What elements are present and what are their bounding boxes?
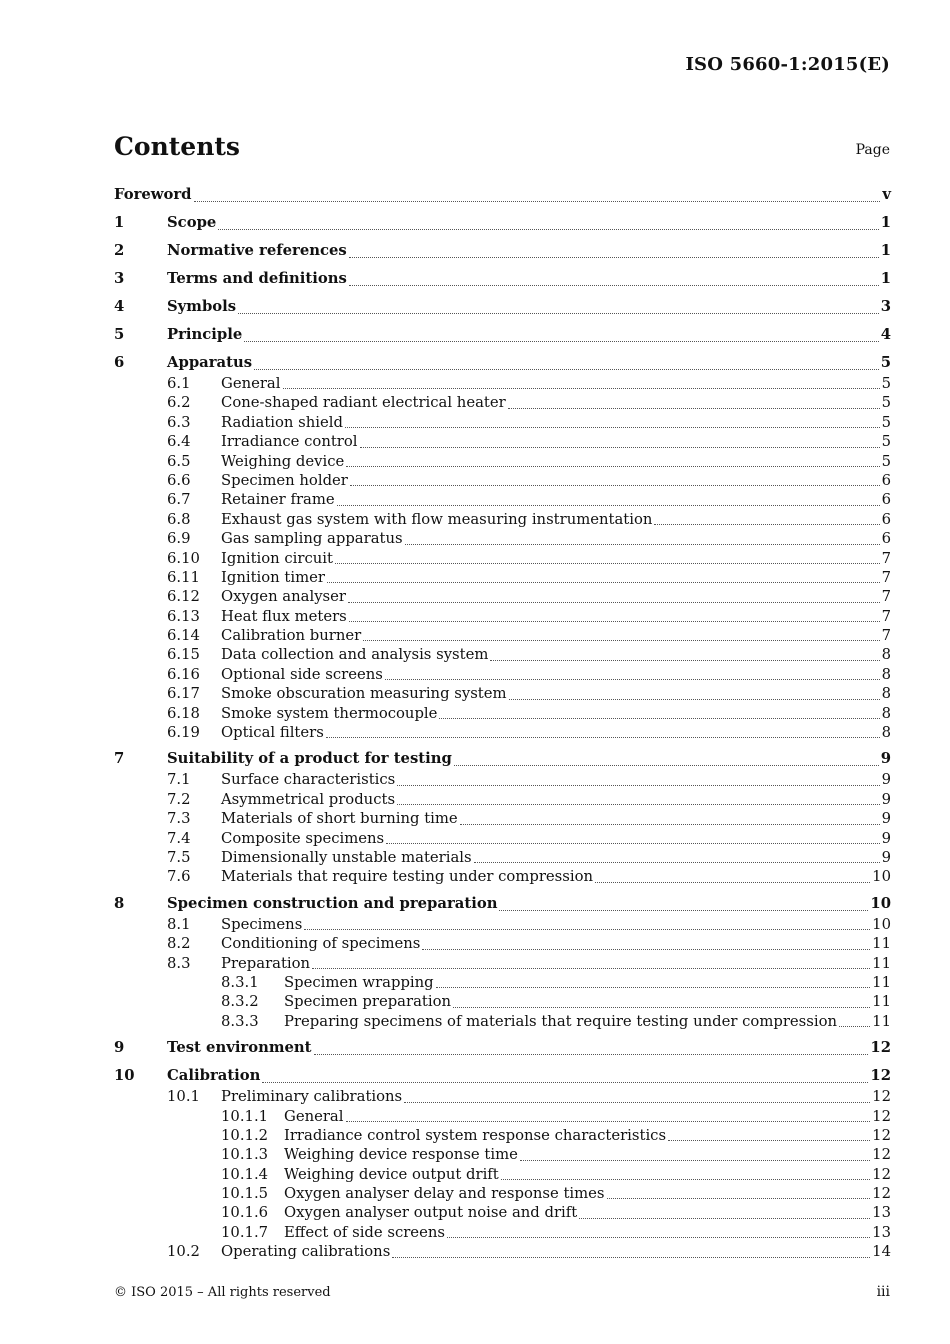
toc-entry-number: 6.6 xyxy=(167,471,191,489)
dot-leader xyxy=(312,968,870,969)
toc-entry[interactable] xyxy=(114,750,891,771)
dot-leader xyxy=(363,640,879,641)
toc-entry-title: Specimen wrapping xyxy=(284,973,434,991)
toc-entry-number: 1 xyxy=(114,214,125,231)
toc-entry-number: 10 xyxy=(114,1067,135,1085)
toc-entry-number: 5 xyxy=(114,326,125,343)
toc-entry-title: Oxygen analyser xyxy=(221,588,346,606)
toc-entry-title: Radiation shield xyxy=(221,413,343,431)
toc-entry-title: Ignition circuit xyxy=(221,549,333,567)
dot-leader xyxy=(499,910,868,911)
toc-entry[interactable] xyxy=(114,530,891,549)
toc-entry-title: Specimen construction and preparation xyxy=(167,894,498,912)
toc-entry-title: Oxygen analyser delay and response times xyxy=(284,1185,605,1203)
dot-leader xyxy=(668,1140,870,1141)
toc-entry-number: 7 xyxy=(114,750,125,768)
toc-entry[interactable] xyxy=(114,685,891,704)
toc-entry-page: 5 xyxy=(881,413,891,431)
page-column-label: Page xyxy=(855,142,890,158)
toc-entry-number: 6.15 xyxy=(167,646,200,664)
toc-entry-number: 8.3 xyxy=(167,954,191,972)
toc-entry[interactable] xyxy=(114,550,891,569)
toc-entry-page: 7 xyxy=(881,568,891,586)
toc-entry[interactable] xyxy=(114,1224,891,1243)
toc-entry-title: Irradiance control system response characteristics xyxy=(284,1126,667,1144)
toc-entry[interactable] xyxy=(114,1039,891,1060)
toc-entry[interactable] xyxy=(114,394,891,413)
dot-leader xyxy=(490,660,879,661)
dot-leader xyxy=(453,1007,870,1008)
toc-entry-number: 6.10 xyxy=(167,549,200,567)
dot-leader xyxy=(346,1121,871,1122)
toc-entry-number: 6.17 xyxy=(167,685,200,703)
toc-entry[interactable] xyxy=(114,916,891,935)
footer-page-number: iii xyxy=(876,1284,890,1300)
toc-entry[interactable] xyxy=(114,1127,891,1146)
toc-entry[interactable] xyxy=(114,646,891,665)
toc-entry-number: 10.1.6 xyxy=(221,1204,269,1222)
toc-entry-number: 6.19 xyxy=(167,724,200,742)
toc-entry-page: 12 xyxy=(872,1107,891,1125)
toc-entry-page: 14 xyxy=(872,1243,891,1261)
toc-entry[interactable] xyxy=(114,895,891,916)
toc-entry-page: 12 xyxy=(872,1185,891,1203)
toc-entry[interactable] xyxy=(114,868,891,887)
toc-entry[interactable] xyxy=(114,270,891,291)
toc-entry-title: Surface characteristics xyxy=(221,771,396,789)
toc-entry[interactable] xyxy=(114,771,891,790)
toc-entry-page: 1 xyxy=(880,242,891,259)
toc-entry-number: 6.11 xyxy=(167,568,200,586)
toc-entry[interactable] xyxy=(114,186,891,207)
toc-entry-page: 8 xyxy=(881,724,891,742)
dot-leader xyxy=(345,427,880,428)
toc-entry-page: 5 xyxy=(881,452,891,470)
toc-entry[interactable] xyxy=(114,955,891,974)
toc-entry-title: Specimen preparation xyxy=(284,993,452,1011)
toc-entry-number: 9 xyxy=(114,1039,125,1057)
toc-entry[interactable] xyxy=(114,453,891,472)
toc-entry-title: Foreword xyxy=(114,186,192,203)
dot-leader xyxy=(314,1054,869,1055)
toc-entry-number: 10.1.5 xyxy=(221,1185,269,1203)
toc-entry-page: v xyxy=(882,186,891,203)
dot-leader xyxy=(595,882,870,883)
dot-leader xyxy=(404,1102,870,1103)
toc-entry[interactable] xyxy=(114,511,891,530)
toc-entry-page: 6 xyxy=(881,530,891,548)
toc-entry[interactable] xyxy=(114,242,891,263)
toc-entry-page: 9 xyxy=(881,771,891,789)
dot-leader xyxy=(238,313,879,314)
toc-entry-page: 12 xyxy=(872,1146,891,1164)
toc-entry-page: 10 xyxy=(870,894,891,912)
toc-entry-page: 12 xyxy=(872,1126,891,1144)
dot-leader xyxy=(350,485,880,486)
toc-entry-page: 7 xyxy=(881,549,891,567)
toc-entry-number: 6 xyxy=(114,354,125,371)
toc-entry-number: 6.14 xyxy=(167,627,200,645)
toc-entry[interactable] xyxy=(114,326,891,347)
toc-entry-title: Terms and definitions xyxy=(167,270,347,287)
dot-leader xyxy=(508,408,880,409)
toc-entry-number: 6.9 xyxy=(167,530,191,548)
toc-entry[interactable] xyxy=(114,791,891,810)
toc-entry-page: 9 xyxy=(881,810,891,828)
toc-entry-title: Optional side screens xyxy=(221,665,383,683)
toc-entry-number: 10.2 xyxy=(167,1243,200,1261)
toc-entry[interactable] xyxy=(114,705,891,724)
dot-leader xyxy=(327,582,880,583)
dot-leader xyxy=(397,804,880,805)
toc-entry-title: Weighing device xyxy=(221,452,345,470)
toc-entry-number: 8 xyxy=(114,894,125,912)
toc-entry-number: 6.5 xyxy=(167,452,191,470)
toc-entry-page: 3 xyxy=(880,298,891,315)
toc-entry[interactable] xyxy=(114,1204,891,1223)
dot-leader xyxy=(385,679,880,680)
dot-leader xyxy=(439,718,879,719)
toc-entry-number: 6.1 xyxy=(167,375,191,392)
toc-entry-title: Calibration xyxy=(167,1067,261,1085)
toc-entry-title: Irradiance control xyxy=(221,433,358,451)
dot-leader xyxy=(839,1026,870,1027)
toc-entry-page: 6 xyxy=(881,471,891,489)
toc-entry-page: 6 xyxy=(881,510,891,528)
toc-entry-page: 11 xyxy=(872,935,891,953)
dot-leader xyxy=(654,524,879,525)
toc-entry[interactable] xyxy=(114,627,891,646)
toc-entry-title: Conditioning of specimens xyxy=(221,935,421,953)
dot-leader xyxy=(349,285,879,286)
toc-entry-title: Test environment xyxy=(167,1039,312,1057)
toc-entry[interactable] xyxy=(114,849,891,868)
toc-entry-page: 13 xyxy=(872,1223,891,1241)
toc-entry-number: 6.12 xyxy=(167,588,200,606)
toc-entry-page: 9 xyxy=(880,750,891,768)
toc-entry-number: 10.1.3 xyxy=(221,1146,269,1164)
toc-entry-title: Normative references xyxy=(167,242,347,259)
toc-entry[interactable] xyxy=(114,1013,891,1032)
toc-entry-page: 13 xyxy=(872,1204,891,1222)
toc-entry-title: Weighing device response time xyxy=(284,1146,518,1164)
toc-entry-title: Retainer frame xyxy=(221,491,335,509)
toc-entry[interactable] xyxy=(114,608,891,627)
dot-leader xyxy=(607,1198,871,1199)
toc-entry[interactable] xyxy=(114,974,891,993)
dot-leader xyxy=(360,447,880,448)
toc-entry-title: Weighing device output drift xyxy=(284,1165,499,1183)
toc-entry[interactable] xyxy=(114,414,891,433)
toc-entry[interactable] xyxy=(114,810,891,829)
contents-title: Contents xyxy=(114,132,241,161)
toc-entry-number: 7.5 xyxy=(167,848,191,866)
dot-leader xyxy=(194,201,881,202)
toc-entry-title: Operating calibrations xyxy=(221,1243,391,1261)
toc-entry-number: 3 xyxy=(114,270,125,287)
toc-entry-title: Smoke system thermocouple xyxy=(221,704,438,722)
toc-entry-page: 8 xyxy=(881,665,891,683)
toc-entry-title: Composite specimens xyxy=(221,829,385,847)
toc-entry-page: 7 xyxy=(881,607,891,625)
toc-entry-page: 10 xyxy=(872,915,891,933)
toc-entry-page: 11 xyxy=(872,954,891,972)
dot-leader xyxy=(346,466,879,467)
toc-entry-title: General xyxy=(284,1107,344,1125)
toc-entry-title: Data collection and analysis system xyxy=(221,646,489,664)
dot-leader xyxy=(349,257,879,258)
dot-leader xyxy=(218,229,878,230)
toc-entry-title: Exhaust gas system with flow measuring instrumentation xyxy=(221,510,653,528)
toc-entry-page: 10 xyxy=(872,868,891,886)
dot-leader xyxy=(337,505,880,506)
dot-leader xyxy=(579,1218,870,1219)
toc-entry-page: 9 xyxy=(881,829,891,847)
toc-entry[interactable] xyxy=(114,1108,891,1127)
toc-entry-title: Preparing specimens of materials that require testing under compression xyxy=(284,1012,838,1030)
toc-entry[interactable] xyxy=(114,1146,891,1165)
toc-entry-number: 6.4 xyxy=(167,433,191,451)
toc-entry-page: 9 xyxy=(881,848,891,866)
toc-entry-title: Dimensionally unstable materials xyxy=(221,848,472,866)
toc-entry[interactable] xyxy=(114,491,891,510)
footer-copyright: © ISO 2015 – All rights reserved xyxy=(114,1285,331,1300)
toc-entry-page: 7 xyxy=(881,588,891,606)
toc-entry-page: 4 xyxy=(880,326,891,343)
toc-entry-number: 8.2 xyxy=(167,935,191,953)
toc-entry-title: General xyxy=(221,375,281,392)
toc-entry-title: Gas sampling apparatus xyxy=(221,530,403,548)
dot-leader xyxy=(244,341,878,342)
toc-entry[interactable] xyxy=(114,472,891,491)
toc-entry-title: Cone-shaped radiant electrical heater xyxy=(221,394,506,412)
dot-leader xyxy=(262,1082,868,1083)
toc-entry-number: 6.8 xyxy=(167,510,191,528)
toc-entry-title: Symbols xyxy=(167,298,237,315)
toc-entry-number: 6.7 xyxy=(167,491,191,509)
toc-entry[interactable] xyxy=(114,588,891,607)
toc-entry-page: 12 xyxy=(870,1039,891,1057)
dot-leader xyxy=(447,1237,870,1238)
toc-entry-number: 7.6 xyxy=(167,868,191,886)
toc-entry-title: Apparatus xyxy=(167,354,253,371)
toc-entry-number: 6.16 xyxy=(167,665,200,683)
dot-leader xyxy=(335,563,880,564)
toc-entry-number: 8.3.1 xyxy=(221,973,259,991)
toc-entry-title: Specimen holder xyxy=(221,471,348,489)
toc-entry-number: 8.3.2 xyxy=(221,993,259,1011)
toc-entry[interactable] xyxy=(114,830,891,849)
toc-entry-title: Optical filters xyxy=(221,724,324,742)
toc-entry-page: 5 xyxy=(881,433,891,451)
toc-entry[interactable] xyxy=(114,935,891,954)
toc-entry-title: Preparation xyxy=(221,954,311,972)
dot-leader xyxy=(386,843,879,844)
dot-leader xyxy=(283,388,880,389)
toc-entry-number: 6.18 xyxy=(167,704,200,722)
toc-entry-title: Heat flux meters xyxy=(221,607,347,625)
toc-entry[interactable] xyxy=(114,1088,891,1107)
dot-leader xyxy=(348,602,880,603)
toc-entry[interactable] xyxy=(114,1185,891,1204)
toc-entry-number: 4 xyxy=(114,298,125,315)
toc-entry-page: 11 xyxy=(872,1012,891,1030)
dot-leader xyxy=(349,621,880,622)
toc-entry-number: 10.1.7 xyxy=(221,1223,269,1241)
toc-entry[interactable] xyxy=(114,724,891,743)
dot-leader xyxy=(436,987,871,988)
toc-entry[interactable] xyxy=(114,375,891,394)
dot-leader xyxy=(397,785,879,786)
toc-entry[interactable] xyxy=(114,993,891,1012)
dot-leader xyxy=(501,1179,870,1180)
dot-leader xyxy=(392,1257,870,1258)
toc-entry-number: 8.1 xyxy=(167,915,191,933)
dot-leader xyxy=(326,737,880,738)
toc-entry-page: 5 xyxy=(880,354,891,371)
dot-leader xyxy=(509,699,880,700)
toc-entry-page: 8 xyxy=(881,704,891,722)
toc-entry[interactable] xyxy=(114,569,891,588)
toc-entry-page: 8 xyxy=(881,685,891,703)
toc-entry-title: Suitability of a product for testing xyxy=(167,750,452,768)
toc-entry-number: 7.3 xyxy=(167,810,191,828)
toc-entry[interactable] xyxy=(114,1067,891,1088)
toc-entry-title: Materials that require testing under compression xyxy=(221,868,594,886)
toc-entry[interactable] xyxy=(114,1243,891,1262)
dot-leader xyxy=(304,929,870,930)
toc-entry-number: 6.3 xyxy=(167,413,191,431)
toc-entry-title: Scope xyxy=(167,214,217,231)
toc-entry-title: Specimens xyxy=(221,915,303,933)
toc-entry[interactable] xyxy=(114,214,891,235)
toc-entry-number: 6.13 xyxy=(167,607,200,625)
dot-leader xyxy=(405,544,880,545)
toc-entry-page: 5 xyxy=(881,375,891,392)
toc-entry-number: 8.3.3 xyxy=(221,1012,259,1030)
toc-entry-title: Asymmetrical products xyxy=(221,790,396,808)
toc-entry-number: 10.1.2 xyxy=(221,1126,269,1144)
toc-entry-title: Oxygen analyser output noise and drift xyxy=(284,1204,578,1222)
toc-entry-title: Ignition timer xyxy=(221,568,325,586)
toc-entry-page: 6 xyxy=(881,491,891,509)
dot-leader xyxy=(474,862,880,863)
table-of-contents xyxy=(114,186,891,1263)
toc-entry-page: 9 xyxy=(881,790,891,808)
dot-leader xyxy=(454,765,879,766)
toc-entry-number: 7.1 xyxy=(167,771,191,789)
toc-entry-title: Preliminary calibrations xyxy=(221,1088,403,1106)
dot-leader xyxy=(422,949,870,950)
toc-entry-number: 7.2 xyxy=(167,790,191,808)
toc-entry-title: Smoke obscuration measuring system xyxy=(221,685,507,703)
document-id: ISO 5660-1:2015(E) xyxy=(685,54,890,75)
toc-entry-page: 8 xyxy=(881,646,891,664)
toc-entry-page: 11 xyxy=(872,993,891,1011)
dot-leader xyxy=(460,824,880,825)
toc-entry-page: 11 xyxy=(872,973,891,991)
toc-entry-number: 10.1.1 xyxy=(221,1107,269,1125)
toc-entry-number: 10.1 xyxy=(167,1088,200,1106)
toc-entry[interactable] xyxy=(114,1166,891,1185)
toc-entry-number: 6.2 xyxy=(167,394,191,412)
toc-entry-number: 2 xyxy=(114,242,125,259)
toc-entry-page: 1 xyxy=(880,214,891,231)
toc-entry[interactable] xyxy=(114,298,891,319)
toc-entry-page: 1 xyxy=(880,270,891,287)
toc-entry-page: 12 xyxy=(870,1067,891,1085)
toc-entry-title: Effect of side screens xyxy=(284,1223,445,1241)
toc-entry-number: 7.4 xyxy=(167,829,191,847)
toc-entry[interactable] xyxy=(114,433,891,452)
toc-entry-title: Materials of short burning time xyxy=(221,810,458,828)
dot-leader xyxy=(520,1160,870,1161)
toc-entry-number: 10.1.4 xyxy=(221,1165,269,1183)
toc-entry-page: 7 xyxy=(881,627,891,645)
dot-leader xyxy=(254,369,879,370)
toc-entry-title: Principle xyxy=(167,326,243,343)
toc-entry-page: 5 xyxy=(881,394,891,412)
toc-entry-page: 12 xyxy=(872,1165,891,1183)
toc-entry-title: Calibration burner xyxy=(221,627,362,645)
toc-entry[interactable] xyxy=(114,354,891,375)
toc-entry[interactable] xyxy=(114,666,891,685)
toc-entry-page: 12 xyxy=(872,1088,891,1106)
